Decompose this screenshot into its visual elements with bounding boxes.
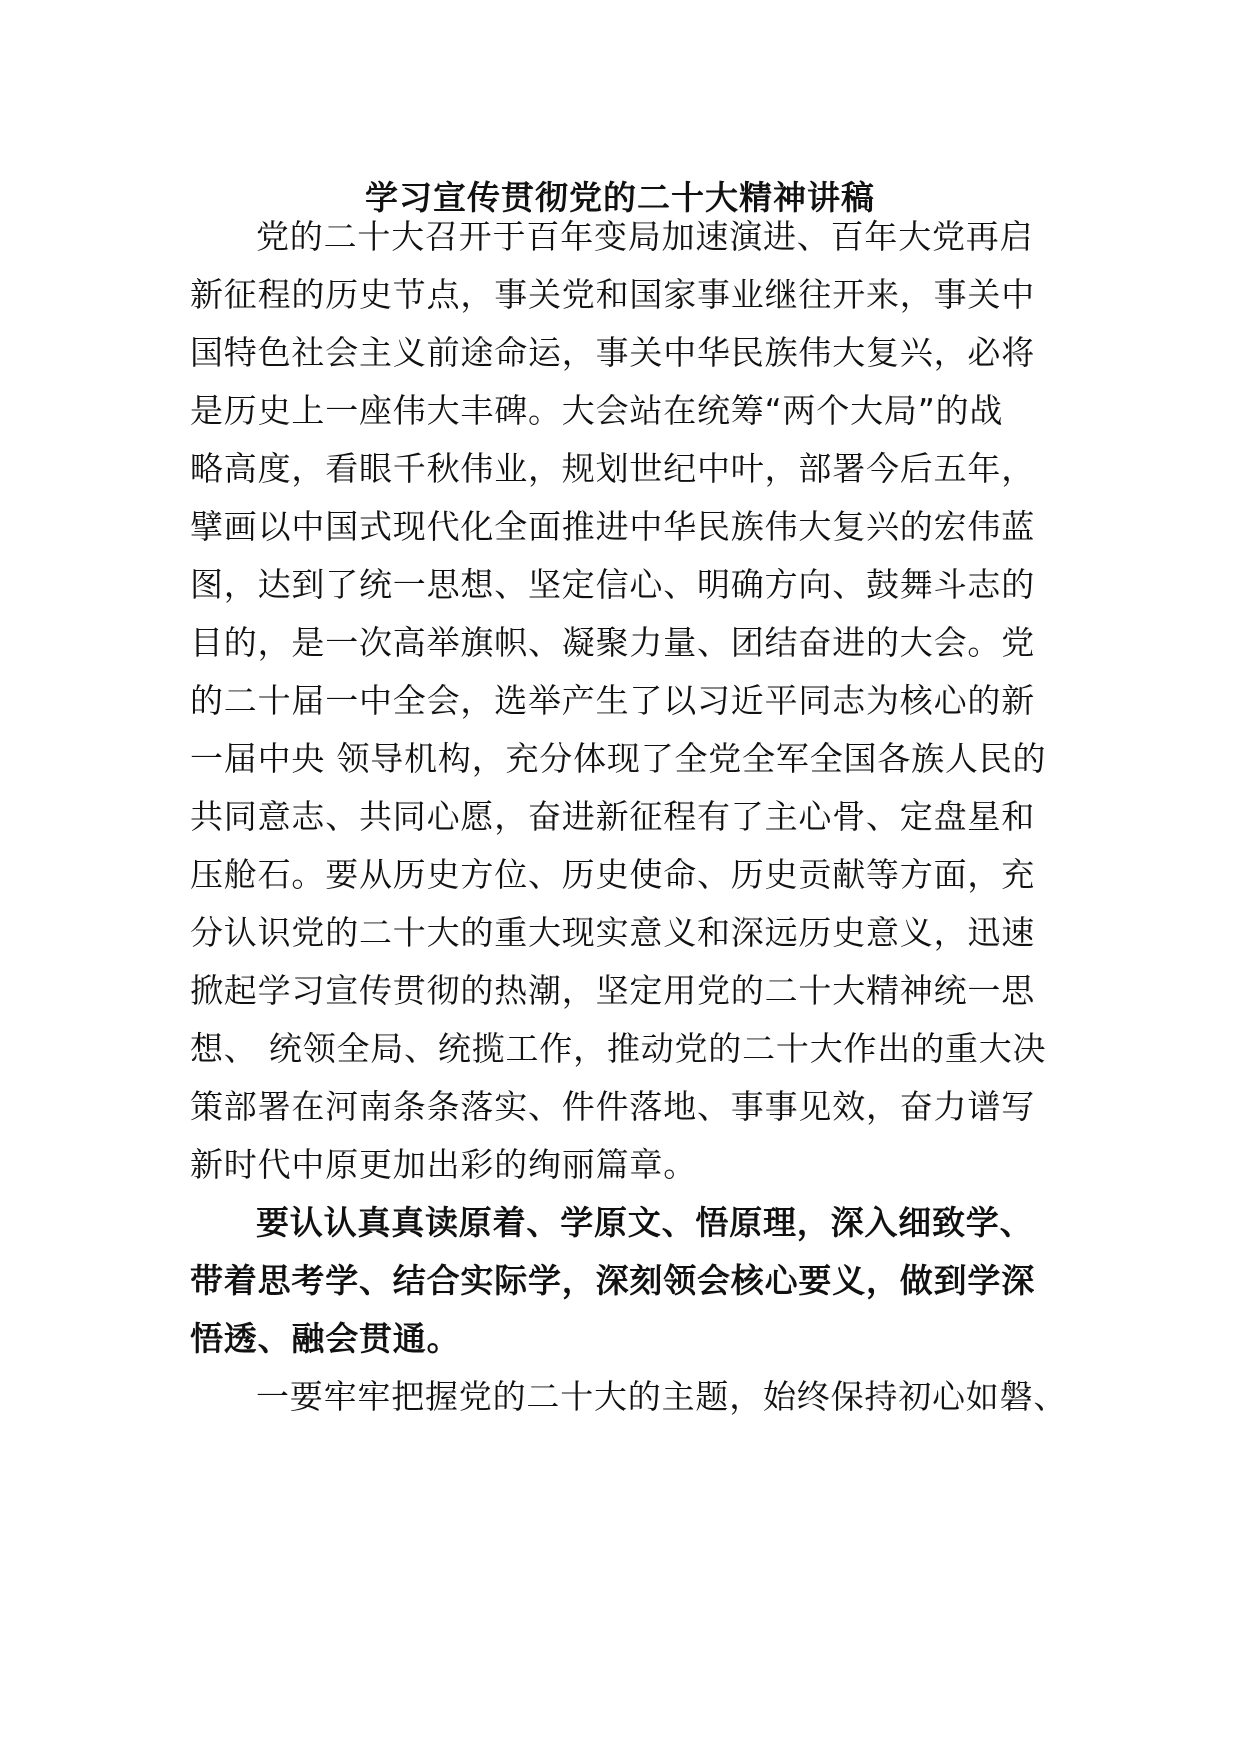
paragraph-1-line-12: 压舱石。要从历史方位、历史使命、历史贡献等方面，充: [190, 855, 1035, 894]
paragraph-1-line-1: 党的二十大召开于百年变局加速演进、百年大党再启: [256, 217, 1034, 256]
paragraph-1-line-10: 一届中央 领导机构，充分体现了全党全军全国各族人民的: [190, 739, 1047, 778]
heading-paragraph-line-1: 要认认真真读原着、学原文、悟原理，深入细致学、: [256, 1203, 1034, 1242]
paragraph-1-line-6: 擘画以中国式现代化全面推进中华民族伟大复兴的宏伟蓝: [190, 507, 1035, 546]
paragraph-1-line-3: 国特色社会主义前途命运，事关中华民族伟大复兴，必将: [190, 333, 1035, 372]
paragraph-1-line-5: 略高度，看眼千秋伟业，规划世纪中叶，部署今后五年，: [190, 449, 1035, 488]
paragraph-1-line-11: 共同意志、共同心愿，奋进新征程有了主心骨、定盘星和: [190, 797, 1035, 836]
paragraph-2-line-1: 一要牢牢把握党的二十大的主题，始终保持初心如磐、: [256, 1377, 1068, 1416]
paragraph-1-line-13: 分认识党的二十大的重大现实意义和深远历史意义，迅速: [190, 913, 1035, 952]
paragraph-1-line-14: 掀起学习宣传贯彻的热潮，坚定用党的二十大精神统一思: [190, 971, 1035, 1010]
document-title: 学习宣传贯彻党的二十大精神讲稿: [365, 178, 875, 217]
paragraph-1-line-15: 想、 统领全局、统揽工作，推动党的二十大作出的重大决: [190, 1029, 1047, 1068]
heading-paragraph-line-2: 带着思考学、结合实际学，深刻领会核心要义，做到学深: [190, 1261, 1035, 1300]
paragraph-1-line-7: 图，达到了统一思想、坚定信心、明确方向、鼓舞斗志的: [190, 565, 1035, 604]
heading-paragraph-line-3: 悟透、融会贯通。: [190, 1319, 461, 1358]
paragraph-1-line-2: 新征程的历史节点，事关党和国家事业继往开来，事关中: [190, 275, 1035, 314]
paragraph-1-line-4: 是历史上一座伟大丰碑。大会站在统筹“两个大局”的战: [190, 391, 1004, 430]
paragraph-1-line-8: 目的，是一次高举旗帜、凝聚力量、团结奋进的大会。党: [190, 623, 1035, 662]
paragraph-1-line-16: 策部署在河南条条落实、件件落地、事事见效，奋力谱写: [190, 1087, 1035, 1126]
paragraph-1-line-17: 新时代中原更加出彩的绚丽篇章。: [190, 1145, 697, 1184]
paragraph-1-line-9: 的二十届一中全会，选举产生了以习近平同志为核心的新: [190, 681, 1035, 720]
